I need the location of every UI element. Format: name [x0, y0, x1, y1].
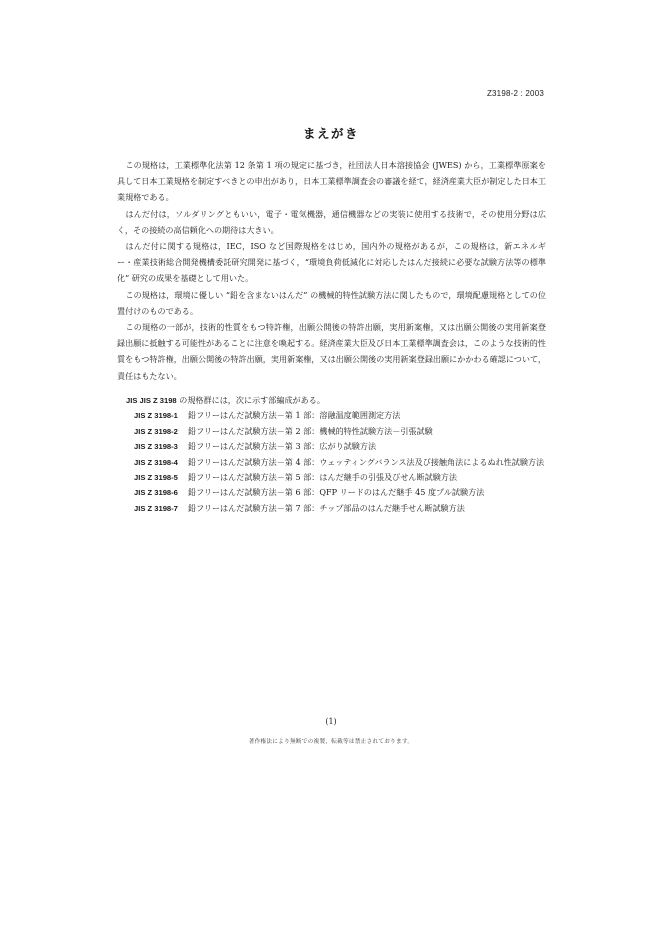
standard-title: 鉛フリーはんだ試験方法－第 1 部：溶融温度範囲測定方法 — [188, 410, 401, 421]
standard-title: 鉛フリーはんだ試験方法－第 7 部：チップ部品のはんだ継手せん断試験方法 — [188, 502, 465, 513]
list-item — [126, 408, 546, 423]
list-item — [126, 501, 546, 516]
foreword-body — [117, 157, 546, 384]
standard-code: JIS Z 3198-2 — [134, 426, 178, 436]
copyright-notice: 著作権法により無断での複製，転載等は禁止されております。 — [248, 739, 414, 745]
paragraph: はんだ付に関する規格は，IEC，ISO など国際規格をはじめ，国内外の規格があるが，この規格は，新エネルギー・産業技術総合開発機構委託研究開発に基づく，“環境負荷低減化に対応したはんだ接続に必要な試験方法等の標準化” 研究の成果を基礎として用いた。 — [117, 241, 546, 284]
standard-code: JIS Z 3198-7 — [134, 503, 178, 513]
list-item — [126, 470, 546, 485]
page-number: (1) — [325, 717, 337, 726]
standard-title: 鉛フリーはんだ試験方法－第 3 部：広がり試験方法 — [188, 441, 377, 452]
series-intro-text: の規格群には，次に示す部編成がある。 — [176, 395, 325, 405]
paragraph: この規格の一部が，技術的性質をもつ特許権，出願公開後の特許出願，実用新案権，又は出願公開後の実用新案登録出願に抵触する可能性があることに注意を喚起する。経済産業大臣及び日本工業標準調査会は，このような技術的性質をもつ特許権，出願公開後の特許出願，実用新案権，又は出願公開後の実用新案登録出願にかかわる確認について，責任はもたない。 — [117, 322, 546, 381]
standard-code: JIS Z 3198-6 — [134, 488, 178, 498]
list-item — [126, 424, 546, 439]
series-intro — [126, 393, 546, 408]
series-intro-code: JIS JIS Z 3198 — [126, 396, 177, 405]
standard-code: JIS Z 3198-5 — [134, 473, 178, 483]
paragraph: はんだ付は，ソルダリングともいい，電子・電気機器，通信機器などの実装に使用する技術で，その使用分野は広く，その接続の高信頼化への期待は大きい。 — [117, 208, 546, 235]
page-title: まえがき — [302, 126, 359, 141]
list-item — [126, 439, 546, 454]
standard-title: 鉛フリーはんだ試験方法－第 2 部：機械的特性試験方法－引張試験 — [188, 425, 433, 436]
series-entries — [126, 408, 546, 516]
standard-code: JIS Z 3198-3 — [134, 442, 178, 452]
list-item — [126, 485, 546, 500]
standard-code: JIS Z 3198-4 — [134, 457, 178, 467]
series-list — [126, 393, 546, 516]
paragraph: この規格は，工業標準化法第 12 条第 1 項の規定に基づき，社団法人日本溶接協会 (JWES) から，工業標準原案を具して日本工業規格を制定すべきとの申出があり，日本工業標準調査会の審議を経て，経済産業大臣が制定した日本工業規格である。 — [117, 160, 546, 203]
paragraph: この規格は，環境に優しい “鉛を含まないはんだ” の機械的特性試験方法に関したもので，環境配慮規格としての位置付けのものである。 — [117, 289, 546, 316]
document-id: Z3198-2 : 2003 — [486, 89, 544, 98]
standard-code: JIS Z 3198-1 — [134, 411, 178, 421]
standard-title: 鉛フリーはんだ試験方法－第 5 部：はんだ継手の引張及びせん断試験方法 — [188, 472, 457, 483]
list-item — [126, 455, 546, 470]
standard-title: 鉛フリーはんだ試験方法－第 4 部：ウェッティングバランス法及び接触角法によるぬれ性試験方法 — [188, 456, 545, 467]
standard-title: 鉛フリーはんだ試験方法－第 6 部：QFP リードのはんだ継手 45 度プル試験方法 — [188, 487, 485, 498]
